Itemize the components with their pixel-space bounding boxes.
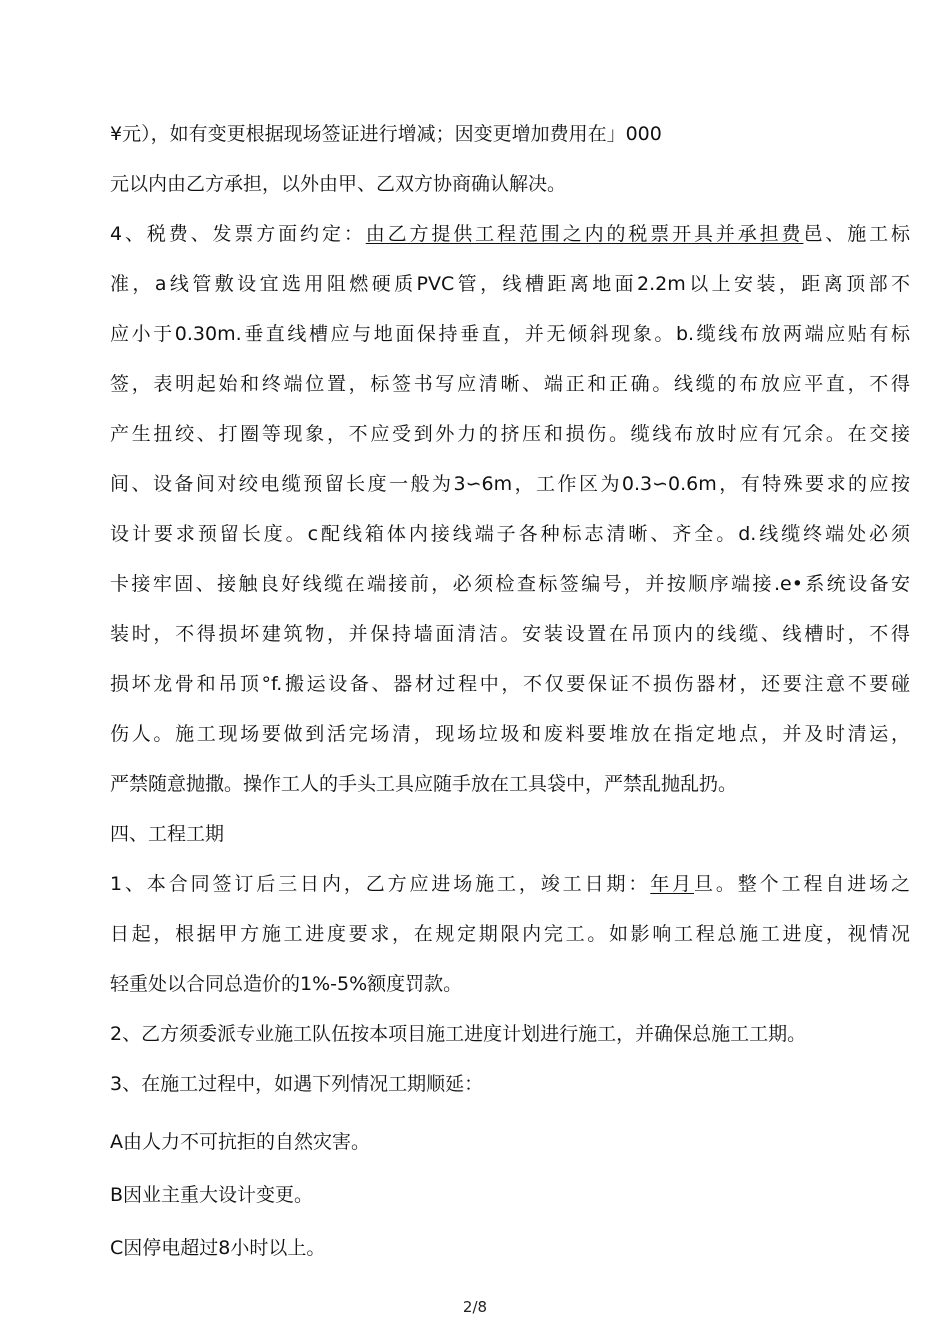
list-item: C因停电超过8小时以上。 [110,1237,326,1259]
text-line: 损坏龙骨和吊顶°f.搬运设备、器材过程中，不仅要保证不损伤器材，还要注意不要碰 [110,673,910,695]
text-line-completion-date [110,871,910,897]
tax-clause-prefix: 4、税费、发票方面约定： [110,223,366,245]
completion-date-underlined: 年月 [650,873,695,895]
text-line: 伤人。施工现场要做到活完场清，现场垃圾和废料要堆放在指定地点，并及时清运， [110,723,910,745]
text-line: 产生扭绞、打圈等现象，不应受到外力的挤压和损伤。缆线布放时应有冗余。在交接 [110,423,910,445]
text-line: 元以内由乙方承担，以外由甲、乙双方协商确认解决。 [110,173,567,195]
text-line: 装时，不得损坏建筑物，并保持墙面清洁。安装设置在吊顶内的线缆、线槽时，不得 [110,623,910,645]
tax-clause-suffix: 邑、施工标 [803,223,910,245]
text-line: 轻重处以合同总造价的1%-5%额度罚款。 [110,973,463,995]
text-line: 日起，根据甲方施工进度要求，在规定期限内完工。如影响工程总施工进度，视情况 [110,923,910,945]
text-line: 2、乙方须委派专业施工队伍按本项目施工进度计划进行施工，并确保总施工工期。 [110,1023,807,1045]
text-line: 签，表明起始和终端位置，标签书写应清晰、端正和正确。线缆的布放应平直，不得 [110,373,910,395]
text-line: 卡接牢固、接触良好线缆在端接前，必须检查标签编号，并按顺序端接.e•系统设备安 [110,573,910,595]
list-item: B因业主重大设计变更。 [110,1184,314,1206]
completion-clause-prefix: 1、本合同签订后三日内，乙方应进场施工，竣工日期： [110,873,651,895]
text-line: 间、设备间对绞电缆预留长度一般为3∽6m，工作区为0.3∽0.6m，有特殊要求的应按 [110,473,910,495]
text-line-tax-clause [110,221,910,247]
text-line: 3、在施工过程中，如遇下列情况工期顺延： [110,1073,484,1095]
tax-clause-underlined: 由乙方提供工程范围之内的税票开具并承担费 [365,223,804,245]
page-number: 2/8 [462,1298,488,1316]
section-heading-schedule: 四、工程工期 [110,823,225,845]
text-line: 应小于0.30m.垂直线槽应与地面保持垂直，并无倾斜现象。b.缆线布放两端应贴有标 [110,323,910,345]
text-line: 准，a线管敷设宜选用阻燃硬质PVC管，线槽距离地面2.2m以上安装，距离顶部不 [110,273,910,295]
text-line: 设计要求预留长度。c配线箱体内接线端子各种标志清晰、齐全。d.线缆终端处必须 [110,523,910,545]
text-line: 严禁随意抛撒。操作工人的手头工具应随手放在工具袋中，严禁乱抛乱扔。 [110,773,738,795]
text-line: ¥元），如有变更根据现场签证进行增减；因变更增加费用在」000 [110,123,662,145]
completion-clause-suffix: 旦。整个工程自进场之 [694,873,910,895]
list-item: A由人力不可抗拒的自然灾害。 [110,1131,370,1153]
